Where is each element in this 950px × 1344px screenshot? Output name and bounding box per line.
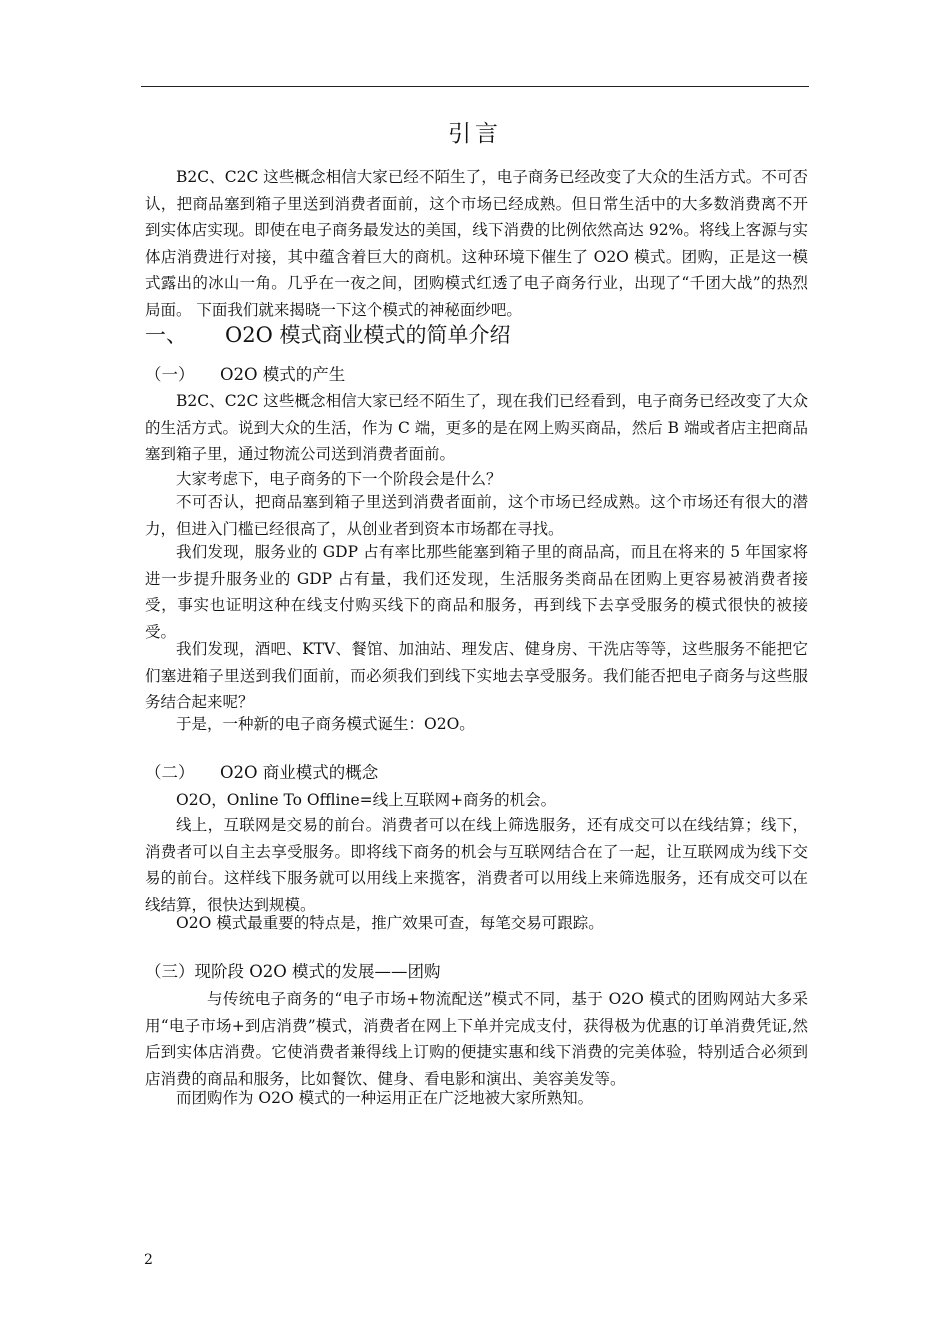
s2-paragraph-2: 线上，互联网是交易的前台。消费者可以在线上筛选服务，还有成交可以在线结算；线下，消费者可以自主去享受服务。即将线下商务的机会与互联网结合在了一起，让互联网成为线下交易的前台。这样线下服务就可以用线上来揽客，消费者可以用线上来筛选服务，还有成交可以在线结算，很快达到规模。 <box>145 816 808 914</box>
s1-paragraph-3: 不可否认，把商品塞到箱子里送到消费者面前，这个市场已经成熟。这个市场还有很大的潜力，但进入门槛已经很高了，从创业者到资本市场都在寻找。 <box>145 493 808 538</box>
s3-paragraph-2: 而团购作为 O2O 模式的一种运用正在广泛地被大家所熟知。 <box>176 1089 594 1107</box>
chapter-heading <box>145 320 510 350</box>
s1-paragraph-4: 我们发现，服务业的 GDP 占有率比那些能塞到箱子里的商品高，而且在将来的 5 年国家将进一步提升服务业的 GDP 占有量，我们还发现，生活服务类商品在团购上更容易被消费者接受，事实也证明这种在线支付购买线下的商品和服务，再到线下去享受服务的模式很快的被接受。 <box>145 543 808 641</box>
s2-paragraph-1: O2O，Online To Offline=线上互联网+商务的机会。 <box>176 791 557 809</box>
chapter-title: O2O 模式商业模式的简单介绍 <box>225 323 511 347</box>
section-3-title: 现阶段 O2O 模式的发展——团购 <box>194 962 441 981</box>
page-number: 2 <box>144 1252 153 1268</box>
section-2-heading <box>145 760 378 786</box>
s1-paragraph-1: B2C、C2C 这些概念相信大家已经不陌生了，现在我们已经看到，电子商务已经改变了大众的生活方式。说到大众的生活，作为 C 端，更多的是在网上购买商品，然后 B 端或者店主把商品塞到箱子里，通过物流公司送到消费者面前。 <box>145 392 808 463</box>
header-rule <box>141 86 809 87</box>
section-3-heading <box>145 959 441 985</box>
section-2-number: （二） <box>145 763 195 782</box>
s1-paragraph-6: 于是，一种新的电子商务模式诞生：O2O。 <box>176 715 475 733</box>
chapter-number: 一、 <box>145 323 187 347</box>
section-3-number: （三） <box>145 962 195 981</box>
section-1-heading <box>145 362 345 388</box>
page-title: 引言 <box>448 121 502 147</box>
section-1-title: O2O 模式的产生 <box>220 365 346 384</box>
section-1-number: （一） <box>145 365 195 384</box>
s2-paragraph-3: O2O 模式最重要的特点是，推广效果可查，每笔交易可跟踪。 <box>176 914 604 932</box>
s1-paragraph-5: 我们发现，酒吧、KTV、餐馆、加油站、理发店、健身房、干洗店等等，这些服务不能把它们塞进箱子里送到我们面前，而必须我们到线下实地去享受服务。我们能否把电子商务与这些服务结合起来呢？ <box>145 640 808 711</box>
section-2-title: O2O 商业模式的概念 <box>220 763 379 782</box>
s1-paragraph-2: 大家考虑下，电子商务的下一个阶段会是什么？ <box>176 470 502 488</box>
intro-paragraph: B2C、C2C 这些概念相信大家已经不陌生了，电子商务已经改变了大众的生活方式。不可否认，把商品塞到箱子里送到消费者面前，这个市场已经成熟。但日常生活中的大多数消费离不开到实体店实现。即使在电子商务最发达的美国，线下消费的比例依然高达 92%。将线上客源与实体店消费进行对接，其中蕴含着巨大的商机。这种环境下催生了 O2O 模式。团购，正是这一模式露出的冰山一角。几乎在一夜之间，团购模式红透了电子商务行业，出现了“千团大战”的热烈局面。 下面我们就来揭晓一下这个模式的神秘面纱吧。 <box>145 168 808 319</box>
s3-paragraph-1: 与传统电子商务的“电子市场+物流配送”模式不同，基于 O2O 模式的团购网站大多采用“电子市场+到店消费”模式，消费者在网上下单并完成支付，获得极为优惠的订单消费凭证,然后到实体店消费。它使消费者兼得线上订购的便捷实惠和线下消费的完美体验，特别适合必须到店消费的商品和服务，比如餐饮、健身、看电影和演出、美容美发等。 <box>145 990 808 1088</box>
